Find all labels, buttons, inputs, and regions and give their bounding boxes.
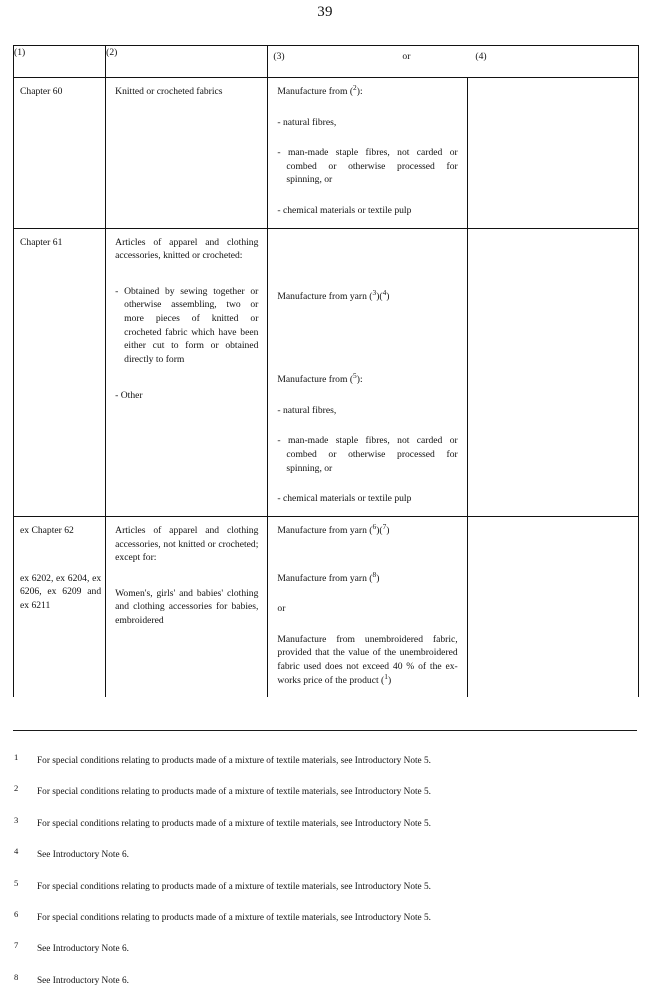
row-chapter-61-col2 <box>106 228 268 516</box>
header-cell-2 <box>106 46 268 78</box>
footnote-number: 7 <box>14 940 19 951</box>
header-label-or: or <box>402 51 411 62</box>
footnote-number: 1 <box>14 752 19 762</box>
product-sub-item: - Obtained by sewing together or otherwise assembling, two or more pieces of knitted or crocheted fabric which have been either cut to form or obtained directly to form <box>115 285 259 365</box>
footnotes-list <box>13 752 637 1003</box>
header-label-2: (2) <box>106 47 118 58</box>
footnote-ref[interactable]: 7 <box>382 521 387 531</box>
origin-rules-table <box>13 45 639 697</box>
row-chapter-61-col1 <box>14 228 106 516</box>
working-third: Manufacture from unembroidered fabric, provided that the value of the unembroidered fabric used does not exceed 40 % of the ex-works price of the product ($^1$) <box>277 633 458 686</box>
footnote-ref[interactable]: 8 <box>372 569 377 579</box>
footnote-text: For special conditions relating to products made of a mixture of textile materials, see Introductory Note 5. <box>37 818 431 829</box>
footnote-item <box>13 878 637 909</box>
footnote-number: 2 <box>14 783 19 794</box>
footnote-item <box>13 752 637 783</box>
product-description: Knitted or crocheted fabrics <box>115 86 223 97</box>
working-item: - chemical materials or textile pulp <box>277 493 412 505</box>
working-or: or <box>277 603 286 615</box>
row-chapter-60-col2 <box>106 78 268 229</box>
page-number: 39 <box>317 4 333 20</box>
table-row <box>14 516 639 697</box>
footnote-number: 4 <box>14 846 19 857</box>
footnote-number: 6 <box>14 908 19 919</box>
table-row <box>14 78 639 229</box>
footnote-text: See Introductory Note 6. <box>37 944 129 955</box>
working-lead: Manufacture from ($^5$): <box>277 371 363 386</box>
working-lead: Manufacture from ($^2$): <box>277 82 363 97</box>
chapter-code: Chapter 60 <box>20 86 63 97</box>
row-chapter-61-col3 <box>268 228 467 516</box>
chapter-code: ex Chapter 62 <box>20 524 74 536</box>
chapter-code: Chapter 61 <box>20 236 63 248</box>
working-item: - natural fibres, <box>277 116 337 128</box>
footnote-item <box>13 783 637 814</box>
footnote-item <box>13 972 637 1003</box>
table-header-row <box>14 46 639 78</box>
footnote-item <box>13 846 637 877</box>
row-chapter-60-col4 <box>467 78 638 229</box>
row-ex-chapter-62-col4 <box>467 516 638 697</box>
product-description: Articles of apparel and clothing accessories, not knitted or crocheted; except for: <box>115 524 259 564</box>
footnote-separator <box>13 730 637 731</box>
header-cell-3-4 <box>268 46 639 78</box>
row-ex-chapter-62-col2 <box>106 516 268 697</box>
footnote-item <box>13 815 637 846</box>
header-cell-1 <box>14 46 106 78</box>
table-row <box>14 228 639 516</box>
working-first: Manufacture from yarn ($^6$)($^7$) <box>277 521 390 536</box>
header-label-4: (4) <box>475 51 487 62</box>
working-item: - man-made staple fibres, not carded or combed or otherwise processed for spinning, or <box>277 147 458 186</box>
footnote-ref[interactable]: 2 <box>353 82 357 92</box>
footnote-number: 3 <box>14 814 19 825</box>
row-chapter-60-col1 <box>14 78 106 229</box>
working-item: - chemical materials or textile pulp <box>277 205 412 217</box>
footnote-text: See Introductory Note 6. <box>37 850 129 861</box>
row-ex-chapter-62-col3 <box>268 516 467 697</box>
footnote-number: 8 <box>14 971 19 982</box>
product-sub-item: - Other <box>115 389 143 401</box>
footnote-text: For special conditions relating to products made of a mixture of textile materials, see Introductory Note 5. <box>37 881 431 892</box>
footnote-ref[interactable]: 4 <box>382 287 387 297</box>
row-ex-chapter-62-col1 <box>14 516 106 697</box>
product-description: Women's, girls' and babies' clothing and clothing accessories for babies, embroidered <box>115 587 259 626</box>
footnote-text: For special conditions relating to products made of a mixture of textile materials, see Introductory Note 5. <box>37 756 431 766</box>
working-item: - natural fibres, <box>277 404 337 416</box>
working-second: Manufacture from yarn ($^8$) <box>277 569 380 584</box>
header-label-1: (1) <box>14 47 26 58</box>
header-label-3: (3) <box>273 51 285 62</box>
footnote-text: For special conditions relating to products made of a mixture of textile materials, see Introductory Note 5. <box>37 787 431 798</box>
footnote-item <box>13 909 637 940</box>
footnote-text: See Introductory Note 6. <box>37 975 129 986</box>
heading-codes: ex 6202, ex 6204, ex 6206, ex 6209 and ex 6211 <box>20 572 102 611</box>
row-chapter-60-col3 <box>268 78 467 229</box>
footnote-item <box>13 940 637 971</box>
footnote-ref[interactable]: 3 <box>372 287 377 297</box>
footnote-text: For special conditions relating to products made of a mixture of textile materials, see Introductory Note 5. <box>37 912 431 923</box>
footnote-ref[interactable]: 5 <box>353 371 357 381</box>
footnote-ref[interactable]: 6 <box>372 521 377 531</box>
row-chapter-61-col4 <box>467 228 638 516</box>
working-first: Manufacture from yarn ($^3$)($^4$) <box>277 287 390 302</box>
working-item: - man-made staple fibres, not carded or combed or otherwise processed for spinning, or <box>277 435 458 474</box>
footnote-ref[interactable]: 1 <box>384 671 388 681</box>
product-description: Articles of apparel and clothing accessories, knitted or crocheted: <box>115 236 259 262</box>
footnote-number: 5 <box>14 877 19 888</box>
